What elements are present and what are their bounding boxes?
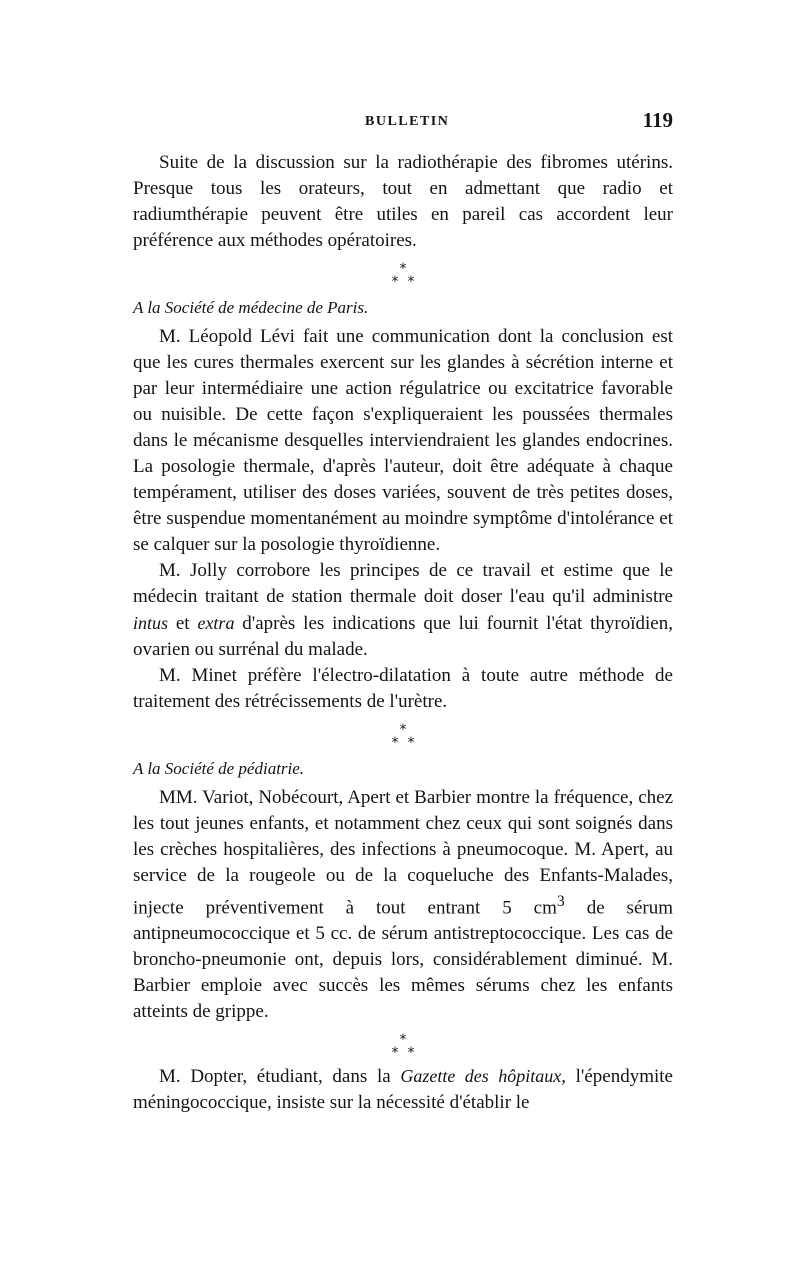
svg-text:*: * bbox=[391, 735, 399, 751]
paragraph-minet: M. Minet préfère l'électro-dilatation à toute autre méthode de traitement des rétrécissements de l'urètre. bbox=[133, 665, 673, 712]
asterism-separator bbox=[383, 1033, 423, 1061]
variot-text-end: de sérum antipneumococcique et 5 cc. de sérum antistreptococcique. Les cas de broncho-pneumonie ont, depuis lors, considérablement diminué. M. Barbier emploie avec succès les mêmes sérums chez les enfants atteints de grippe. bbox=[133, 897, 673, 1023]
paragraph-fibromes: Suite de la discussion sur la radiothérapie des fibromes utérins. Presque tous les orateurs, tout en admettant que radio et radiumthérapie peuvent être utiles en pareil cas accordent leur préférence aux méthodes opératoires. bbox=[133, 152, 673, 251]
term-intus: intus bbox=[133, 613, 169, 633]
svg-text:*: * bbox=[407, 274, 415, 290]
superscript-three: 3 bbox=[556, 893, 565, 910]
running-head: BULLETIN bbox=[365, 114, 450, 129]
journal-title: Gazette des hôpitaux bbox=[400, 1066, 562, 1087]
variot-text-start: MM. Variot, Nobécourt, Apert et Barbier montre la fréquence, chez les tout jeunes enfants, et notamment chez ceux qui sont soignés dans les crèches hospitalières, des infections à pneumocoque. M. Apert, au service de la rougeole ou de la coqueluche des Enfants-Malades, injecte préventivement à tout entrant 5 cm bbox=[133, 787, 673, 919]
dopter-text-start: M. Dopter, étudiant, dans la bbox=[159, 1066, 401, 1088]
venue-heading-pediatrie: A la Société de pédiatrie. bbox=[133, 759, 305, 778]
paragraph-levi: M. Léopold Lévi fait une communication dont la conclusion est que les cures thermales exercent sur les glandes à sécrétion interne et par leur intermédiaire une action régulatrice ou excitatrice favorable ou nuisible. De cette façon s'expliqueraient les poussées thermales dans le mécanisme desquelles interviendraient les glandes endocrines. La posologie thermale, d'après l'auteur, doit être adéquate à chaque tempérament, utiliser des doses variées, souvent de très petites doses, être suspendue momentanément au moindre symptôme d'intolérance et se calquer sur la posologie thyroïdienne. bbox=[133, 326, 673, 555]
venue-heading-medecine: A la Société de médecine de Paris. bbox=[133, 298, 369, 317]
svg-text:*: * bbox=[391, 274, 399, 290]
svg-text:*: * bbox=[399, 723, 407, 738]
jolly-text-end: d'après les indications que lui fournit l'état thyroïdien, ovarien ou surrénal du malade. bbox=[133, 613, 673, 660]
paragraph-dopter bbox=[133, 1063, 673, 1116]
jolly-text-et: et bbox=[168, 613, 198, 634]
asterism-icon bbox=[383, 723, 423, 751]
dopter-text-end: , l'épendymite méningococcique, insiste sur la nécessité d'établir le bbox=[133, 1066, 673, 1114]
svg-text:*: * bbox=[391, 1045, 399, 1062]
asterism-separator bbox=[383, 262, 423, 290]
svg-text:*: * bbox=[399, 262, 407, 277]
asterism-icon bbox=[383, 1033, 423, 1061]
paragraph-variot bbox=[133, 785, 673, 1025]
asterism-separator bbox=[383, 723, 423, 751]
svg-text:*: * bbox=[399, 1033, 407, 1049]
svg-text:*: * bbox=[407, 735, 415, 751]
body-text bbox=[133, 150, 673, 1116]
page-header bbox=[133, 108, 673, 138]
svg-text:*: * bbox=[407, 1045, 415, 1062]
paragraph-jolly bbox=[133, 558, 673, 663]
jolly-text-start: M. Jolly corrobore les principes de ce travail et estime que le médecin traitant de station thermale doit doser l'eau qu'il administre bbox=[133, 560, 673, 607]
term-extra: extra bbox=[197, 613, 235, 633]
asterism-icon bbox=[383, 262, 423, 290]
page-number: 119 bbox=[642, 108, 673, 132]
